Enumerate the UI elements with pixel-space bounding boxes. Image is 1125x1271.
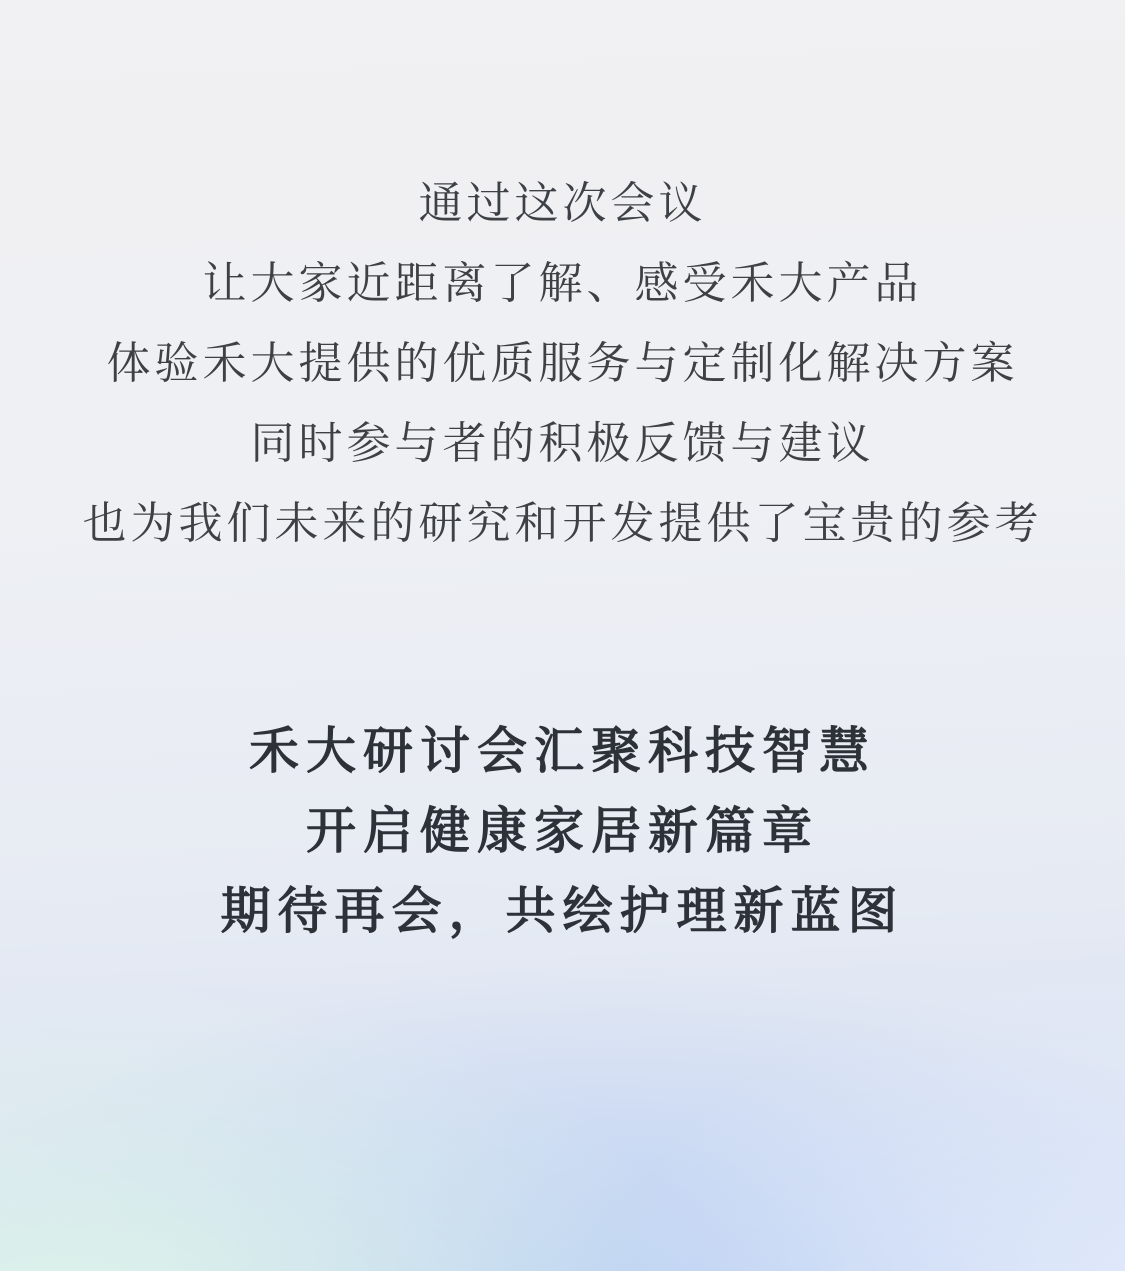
paragraph-line-3: 体验禾大提供的优质服务与定制化解决方案 — [106, 339, 1019, 388]
closing-line-1: 禾大研讨会汇聚科技智慧 — [249, 723, 876, 779]
closing-line-2: 开启健康家居新篇章 — [306, 803, 819, 859]
paragraph-line-5: 也为我们未来的研究和开发提供了宝贵的参考 — [82, 499, 1043, 548]
summary-paragraph — [0, 0, 1125, 564]
paragraph-line-2: 让大家近距离了解、感受禾大产品 — [202, 259, 923, 308]
paragraph-line-1: 通过这次会议 — [418, 179, 707, 228]
paragraph-line-4: 同时参与者的积极反馈与建议 — [250, 419, 875, 468]
closing-line-3: 期待再会，共绘护理新蓝图 — [220, 883, 905, 939]
closing-statement — [0, 711, 1125, 951]
